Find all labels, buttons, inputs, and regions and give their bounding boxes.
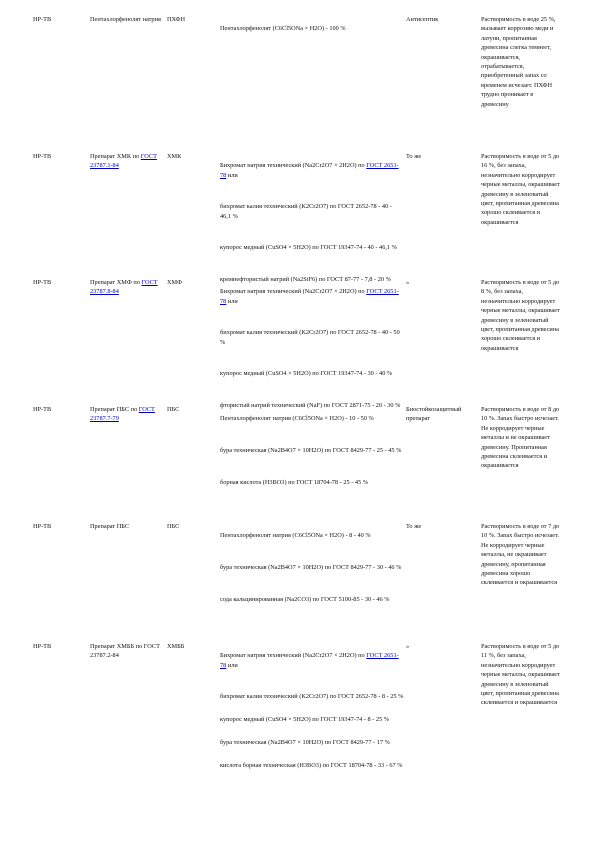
- composition-text: кислота борная техническая (H3BO3) по ГОСТ 18704-78 - 33 - 67 %: [220, 761, 403, 769]
- composition-item: [220, 531, 404, 540]
- composition-text: Бихромат натрия технический (Na2Cr2O7 × 2H2O) по: [220, 162, 367, 170]
- preparation-composition: [220, 642, 404, 780]
- preparation-purpose: То же: [406, 153, 422, 160]
- preparation-name-text: Препарат ХМББ по ГОСТ 23787.2-84: [90, 643, 160, 660]
- composition-item: [220, 761, 404, 770]
- composition-text: бура техническая (Na2B4O7 × 10H2O) по ГОСТ 8429-77 - 17 %: [220, 739, 390, 747]
- preparation-abbreviation: ХМФ: [167, 279, 183, 286]
- preparation-name-text: Препарат ХМФ по: [90, 279, 142, 286]
- preparation-purpose: »: [406, 643, 410, 650]
- composition-text: или: [226, 171, 238, 179]
- composition-item: [220, 414, 404, 423]
- composition-text: Пентахлорфенолят (C6Cl5ONa × H2O) - 100 %: [220, 25, 346, 33]
- composition-text: или: [226, 661, 238, 669]
- preparation-code: НР-ТВ: [33, 16, 52, 23]
- gost-link[interactable]: ГОСТ 2651-78: [220, 288, 399, 305]
- preparation-code: НР-ТВ: [33, 279, 52, 286]
- gost-link[interactable]: ГОСТ 23787.7-79: [90, 406, 155, 423]
- composition-item: [220, 161, 404, 180]
- preparation-code: НР-ТВ: [33, 153, 52, 160]
- preparation-purpose: То же: [406, 523, 422, 530]
- preparation-composition: [220, 15, 404, 56]
- composition-text: купорос медный (CuSO4 × 5H2O) по ГОСТ 19347-74 - 30 - 40 %: [220, 370, 393, 378]
- composition-text: бура техническая (Na2B4O7 × 10H2O) по ГОСТ 8429-77 - 25 - 45 %: [220, 447, 402, 455]
- preparation-characteristic: Растворимость в воде от 8 до 10 %. Запах быстро исчезает. Не корродирует черные металлы и не окрашивает древесину. Пропитанная древесина склеивается и окрашивается: [481, 406, 560, 470]
- preparation-code: НР-ТВ: [33, 406, 52, 413]
- preparation-composition: [220, 522, 404, 626]
- preparation-name-text: Препарат ПБС по: [90, 406, 139, 413]
- composition-text: борная кислота (H3BO3) по ГОСТ 18704-78 - 25 - 45 %: [220, 478, 368, 486]
- preparation-name: [90, 15, 164, 24]
- composition-text: или: [226, 297, 238, 305]
- preparation-purpose: »: [406, 279, 410, 286]
- preparation-characteristic: Растворимость в воде 25 %, вызывает коррозию меди и латуни, пропитанная древесина слегка темнеет, окрашивается, отрабатывается, приобретенный запах со временем исчезает. ПХФН трудно проникает в древесину: [481, 16, 556, 108]
- composition-item: [220, 328, 404, 347]
- composition-text: бихромат калия технический (K2Cr2O7) по ГОСТ 2652-78 - 40 - 46,1 %: [220, 203, 392, 220]
- preparation-name-text: Препарат ПБС: [90, 523, 130, 530]
- composition-item: [220, 478, 404, 487]
- preparation-name: [90, 152, 164, 171]
- composition-item: [220, 446, 404, 455]
- composition-item: [220, 738, 404, 747]
- composition-text: сода кальцинированная (Na2CO3) по ГОСТ 5100-85 - 30 - 46 %: [220, 595, 390, 603]
- gost-link[interactable]: ГОСТ 23787.1-84: [90, 153, 157, 170]
- composition-text: кремнефтористый натрий (Na2SiF6) по ГОСТ 87-77 - 7,8 - 20 %: [220, 276, 391, 284]
- gost-link[interactable]: ГОСТ 23787.8-84: [90, 279, 158, 296]
- composition-item: [220, 715, 404, 724]
- composition-item: [220, 595, 404, 604]
- composition-item: [220, 202, 404, 221]
- preparation-abbreviation: ХМК: [167, 153, 182, 160]
- preparation-name-text: Препарат ХМК по: [90, 153, 141, 160]
- preparation-name: [90, 522, 164, 531]
- preparation-abbreviation: ПХФН: [167, 16, 186, 23]
- preparation-name-text: Пентахлорфенолят натрия: [90, 16, 161, 23]
- preparation-purpose: Биостойкозащитный препарат: [406, 406, 462, 423]
- composition-text: Бихромат натрия технический (Na2Cr2O7 × 2H2O) по: [220, 288, 367, 296]
- preparation-code: НР-ТВ: [33, 523, 52, 530]
- preparation-abbreviation: ПБС: [167, 523, 180, 530]
- composition-text: бихромат калия технический (K2Cr2O7) по ГОСТ 2652-78 - 8 - 25 %: [220, 693, 404, 701]
- composition-text: Пентахлорфенолят натрия (C6Cl5ONa × H2O) - 10 - 50 %: [220, 415, 374, 423]
- composition-item: [220, 287, 404, 306]
- composition-text: фтористый натрий технический (NaF) по ГОСТ 2871-75 - 20 - 30 %: [220, 402, 401, 410]
- composition-item: [220, 692, 404, 701]
- preparation-name: [90, 278, 164, 297]
- composition-text: бихромат калия технический (K2Cr2O7) по ГОСТ 2652-78 - 40 - 50 %: [220, 329, 400, 346]
- preparation-name: [90, 405, 164, 424]
- composition-text: купорос медный (CuSO4 × 5H2O) по ГОСТ 19347-74 - 40 - 46,1 %: [220, 244, 397, 252]
- preparation-characteristic: Растворимость в воде от 7 до 10 %. Запах быстро исчезает. Не корродирует черные металлы, не окрашивает древесину, пропитанная древесина хорошо склеивается и окрашивается: [481, 523, 560, 587]
- composition-item: [220, 369, 404, 378]
- preparation-characteristic: Растворимость в воде от 5 до 11 %, без запаха, незначительно корродирует черные металлы, окрашивает древесину в зеленоватый цвет, пропитанная древесина склеивается и окрашивается: [481, 643, 560, 707]
- composition-text: купорос медный (CuSO4 × 5H2O) по ГОСТ 19347-74 - 8 - 25 %: [220, 716, 390, 724]
- preparation-characteristic: Растворимость в воде от 5 до 8 %, без запаха, незначительно корродирует черные металлы, окрашивает древесину в зеленоватый цвет, пропитанная древесина хорошо склеивается и окрашивается: [481, 279, 560, 352]
- preparation-purpose: Антисептик: [406, 16, 439, 23]
- composition-item: [220, 243, 404, 252]
- preparation-name: [90, 642, 164, 661]
- preparation-characteristic: Растворимость в воде от 5 до 16 %, без запаха, незначительно корродирует черные металлы, окрашивает древесину в зеленоватый цвет, пропитанная древесина хорошо склеивается и окрашивается: [481, 153, 560, 226]
- composition-item: [220, 651, 404, 670]
- gost-link[interactable]: ГОСТ 2651-78: [220, 652, 399, 669]
- preparation-composition: [220, 405, 404, 509]
- preparation-code: НР-ТВ: [33, 643, 52, 650]
- composition-item: [220, 563, 404, 572]
- gost-link[interactable]: ГОСТ 2651-78: [220, 162, 399, 179]
- preparation-abbreviation: ПБС: [167, 406, 180, 413]
- composition-text: Пентахлорфенолят натрия (C6Cl5ONa × H2O) - 8 - 40 %: [220, 532, 371, 540]
- composition-text: Бихромат натрия технический (Na2Cr2O7 × 2H2O) по: [220, 652, 367, 660]
- composition-item: [220, 24, 404, 33]
- preparation-abbreviation: ХМББ: [167, 643, 185, 650]
- composition-text: бура техническая (Na2B4O7 × 10H2O) по ГОСТ 8429-77 - 30 - 46 %: [220, 564, 402, 572]
